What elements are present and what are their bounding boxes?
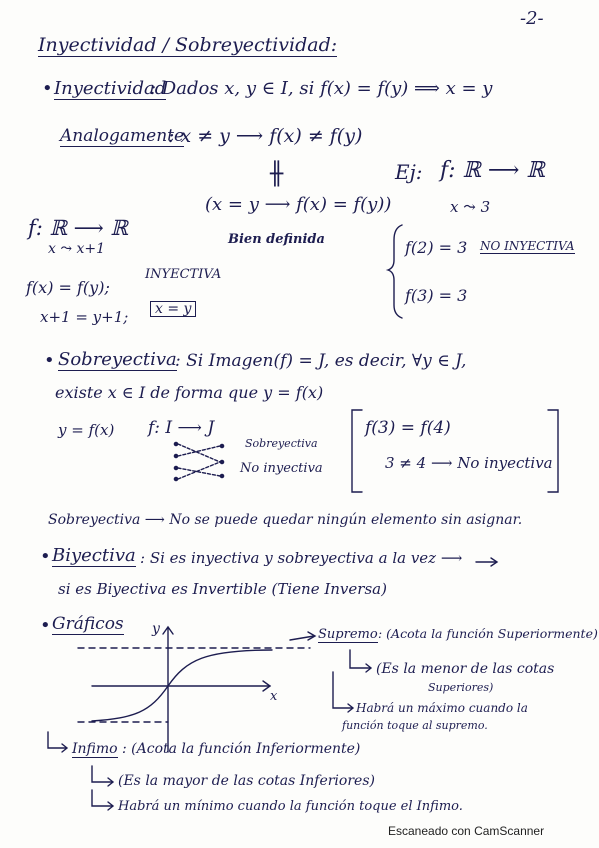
square-bracket	[352, 410, 362, 492]
bullet: •	[40, 546, 51, 567]
graficos-label: Gráficos	[52, 614, 124, 634]
ejemplo1-func: f: ℝ ⟶ ℝ	[28, 216, 128, 240]
left-brace	[388, 225, 402, 318]
sobreyectiva-map: f: I ⟶ J	[148, 418, 215, 438]
infimo-label: Infimo	[72, 741, 118, 757]
inyectividad-definition: : Dados x, y ∈ I, si f(x) = f(y) ⟹ x = y	[150, 78, 493, 99]
ejemplo-label: Ej:	[395, 160, 423, 184]
bracket-line1: f(3) = f(4)	[365, 418, 451, 438]
ejemplo2-result: NO INYECTIVA	[480, 239, 575, 253]
sobreyectiva-small-label: Sobreyectiva	[245, 437, 318, 450]
supremo-note2: Habrá un máximo cuando la	[356, 701, 528, 715]
mapping-diagram	[174, 442, 223, 480]
ejemplo1-result-box: x = y	[150, 301, 196, 317]
supremo-text: : (Acota la función Superiormente)	[378, 626, 598, 641]
y-equals-fx: y = f(x)	[58, 421, 115, 439]
biyectiva-line2: si es Biyectiva es Invertible (Tiene Inversa)	[58, 580, 387, 598]
infimo-text: : (Acota la función Inferiormente)	[122, 741, 361, 757]
supremo-note2b: función toque al supremo.	[342, 719, 488, 732]
supremo-label: Supremo	[318, 627, 378, 642]
square-bracket	[548, 410, 558, 492]
biyectiva-line1: : Si es inyectiva y sobreyectiva a la vez ⟶	[140, 549, 463, 567]
ejemplo1-result-label: INYECTIVA	[145, 267, 222, 282]
ejemplo2-eq1: f(2) = 3	[405, 238, 468, 257]
not-implies-symbol: ╫	[270, 162, 284, 187]
sobreyectiva-summary: Sobreyectiva ⟶ No se puede quedar ningún elemento sin asignar.	[48, 512, 523, 528]
page-title: Inyectividad / Sobreyectividad:	[38, 34, 338, 56]
analogamente-label: Analogamente	[60, 126, 185, 146]
no-inyectiva-small-label: No inyectiva	[240, 461, 323, 476]
scanner-watermark: Escaneado con CamScanner	[388, 824, 545, 838]
bullet: •	[40, 615, 51, 636]
sigmoid-graph	[78, 627, 310, 752]
counter-expression: (x = y ⟶ f(x) = f(y))	[205, 194, 392, 215]
sobreyectiva-line2: existe x ∈ I de forma que y = f(x)	[55, 383, 324, 402]
ejemplo2-map: x ⤳ 3	[450, 198, 491, 216]
ejemplo1-eq1: f(x) = f(y);	[26, 278, 110, 297]
ejemplo1-eq2: x+1 = y+1;	[40, 308, 129, 326]
sobreyectiva-line1: : Si Imagen(f) = J, es decir, ∀y ∈ J,	[175, 351, 467, 371]
bien-definida-label: Bien definida	[228, 232, 325, 247]
infimo-note2: Habrá un mínimo cuando la función toque el Infimo.	[118, 799, 463, 814]
ejemplo2-eq2: f(3) = 3	[405, 286, 468, 305]
page-number: -2-	[520, 8, 544, 29]
supremo-note1: (Es la menor de las cotas	[376, 661, 555, 677]
graph-axis-y-label: y	[152, 621, 160, 637]
inyectividad-label: Inyectividad	[54, 78, 167, 99]
ejemplo1-map: x ⤳ x+1	[48, 241, 106, 257]
sobreyectiva-label: Sobreyectiva	[58, 349, 177, 370]
ejemplo2-func: f: ℝ ⟶ ℝ	[440, 158, 545, 183]
supremo-hook-arrow	[333, 672, 352, 708]
infimo-note1: (Es la mayor de las cotas Inferiores)	[118, 773, 375, 789]
biyectiva-label: Biyectiva	[52, 545, 136, 566]
bracket-line2: 3 ≠ 4 ⟶ No inyectiva	[385, 454, 553, 472]
bullet: •	[42, 78, 53, 99]
bullet: •	[44, 350, 55, 371]
analogamente-text: : x ≠ y ⟶ f(x) ≠ f(y)	[168, 125, 363, 147]
supremo-note1b: Superiores)	[428, 681, 494, 694]
graph-axis-x-label: x	[270, 689, 278, 704]
